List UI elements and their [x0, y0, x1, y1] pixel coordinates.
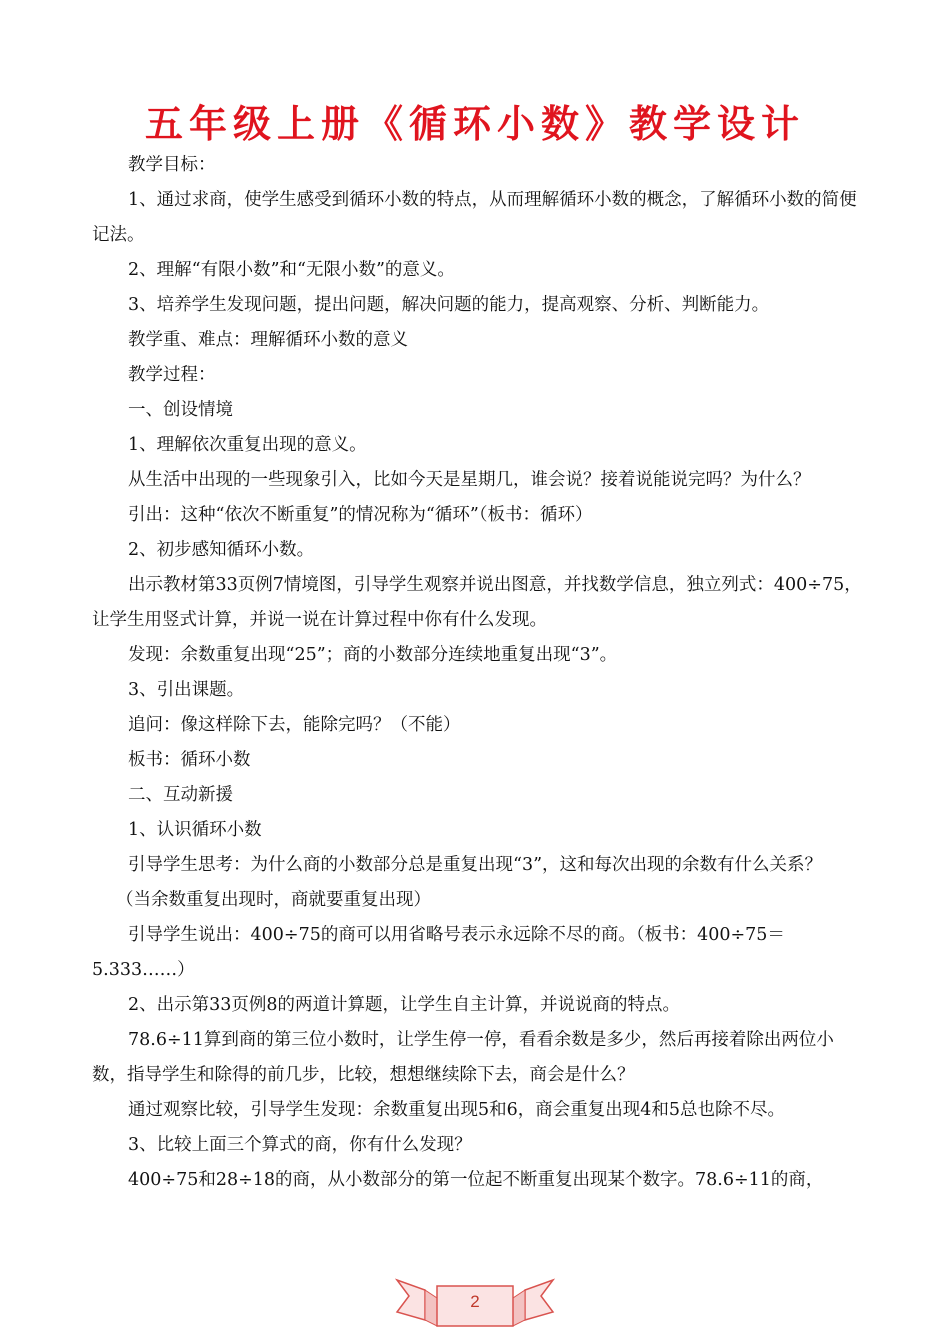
paragraph: 教学过程：: [128, 365, 216, 385]
paragraph: 通过观察比较，引导学生发现：余数重复出现5和6，商会重复出现4和5总也除不尽。: [128, 1100, 786, 1120]
document-body: [92, 148, 862, 1198]
page-number-ribbon: [395, 1268, 555, 1328]
paragraph: 引导学生说出：400÷75的商可以用省略号表示永远除不尽的商。（板书：400÷75＝5.333……）: [92, 925, 785, 980]
paragraph: 从生活中出现的一些现象引入，比如今天是星期几，谁会说？接着说能说完吗？为什么？: [128, 470, 811, 490]
paragraph: 引出：这种“依次不断重复”的情况称为“循环”（板书：循环）: [128, 505, 593, 525]
paragraph: 3、培养学生发现问题，提出问题，解决问题的能力，提高观察、分析、判断能力。: [128, 295, 770, 315]
page-number: 2: [470, 1292, 480, 1311]
paragraph: 一、创设情境: [128, 400, 233, 420]
paragraph: 教学目标：: [128, 155, 216, 175]
paragraph: 400÷75和28÷18的商，从小数部分的第一位起不断重复出现某个数字。78.6÷11的商，: [128, 1170, 824, 1190]
paragraph: 教学重、难点：理解循环小数的意义: [128, 330, 408, 350]
page-title: 五年级上册《循环小数》教学设计: [144, 102, 805, 146]
paragraph: 2、理解“有限小数”和“无限小数”的意义。: [128, 260, 455, 280]
paragraph: 3、比较上面三个算式的商，你有什么发现？: [128, 1135, 472, 1155]
paragraph: 发现：余数重复出现“25”；商的小数部分连续地重复出现“3”。: [128, 645, 618, 665]
paragraph: （当余数重复出现时，商就要重复出现）: [116, 890, 431, 910]
paragraph: 1、认识循环小数: [128, 820, 262, 840]
paragraph: 2、初步感知循环小数。: [128, 540, 315, 560]
paragraph: 出示教材第33页例7情境图，引导学生观察并说出图意，并找数学信息，独立列式：400÷75，让学生用竖式计算，并说一说在计算过程中你有什么发现。: [92, 575, 862, 630]
paragraph: 2、出示第33页例8的两道计算题，让学生自主计算，并说说商的特点。: [128, 995, 681, 1015]
paragraph: 3、引出课题。: [128, 680, 245, 700]
paragraph: 追问：像这样除下去，能除完吗？（不能）: [128, 715, 461, 735]
paragraph: 二、互动新援: [128, 785, 233, 805]
paragraph: 78.6÷11算到商的第三位小数时，让学生停一停，看看余数是多少，然后再接着除出两位小数，指导学生和除得的前几步，比较，想想继续除下去，商会是什么？: [92, 1030, 834, 1085]
paragraph: 1、理解依次重复出现的意义。: [128, 435, 367, 455]
paragraph: 引导学生思考：为什么商的小数部分总是重复出现“3”，这和每次出现的余数有什么关系？: [128, 855, 823, 875]
paragraph: 板书：循环小数: [128, 750, 251, 770]
paragraph: 1、通过求商，使学生感受到循环小数的特点，从而理解循环小数的概念，了解循环小数的简便记法。: [92, 190, 857, 245]
